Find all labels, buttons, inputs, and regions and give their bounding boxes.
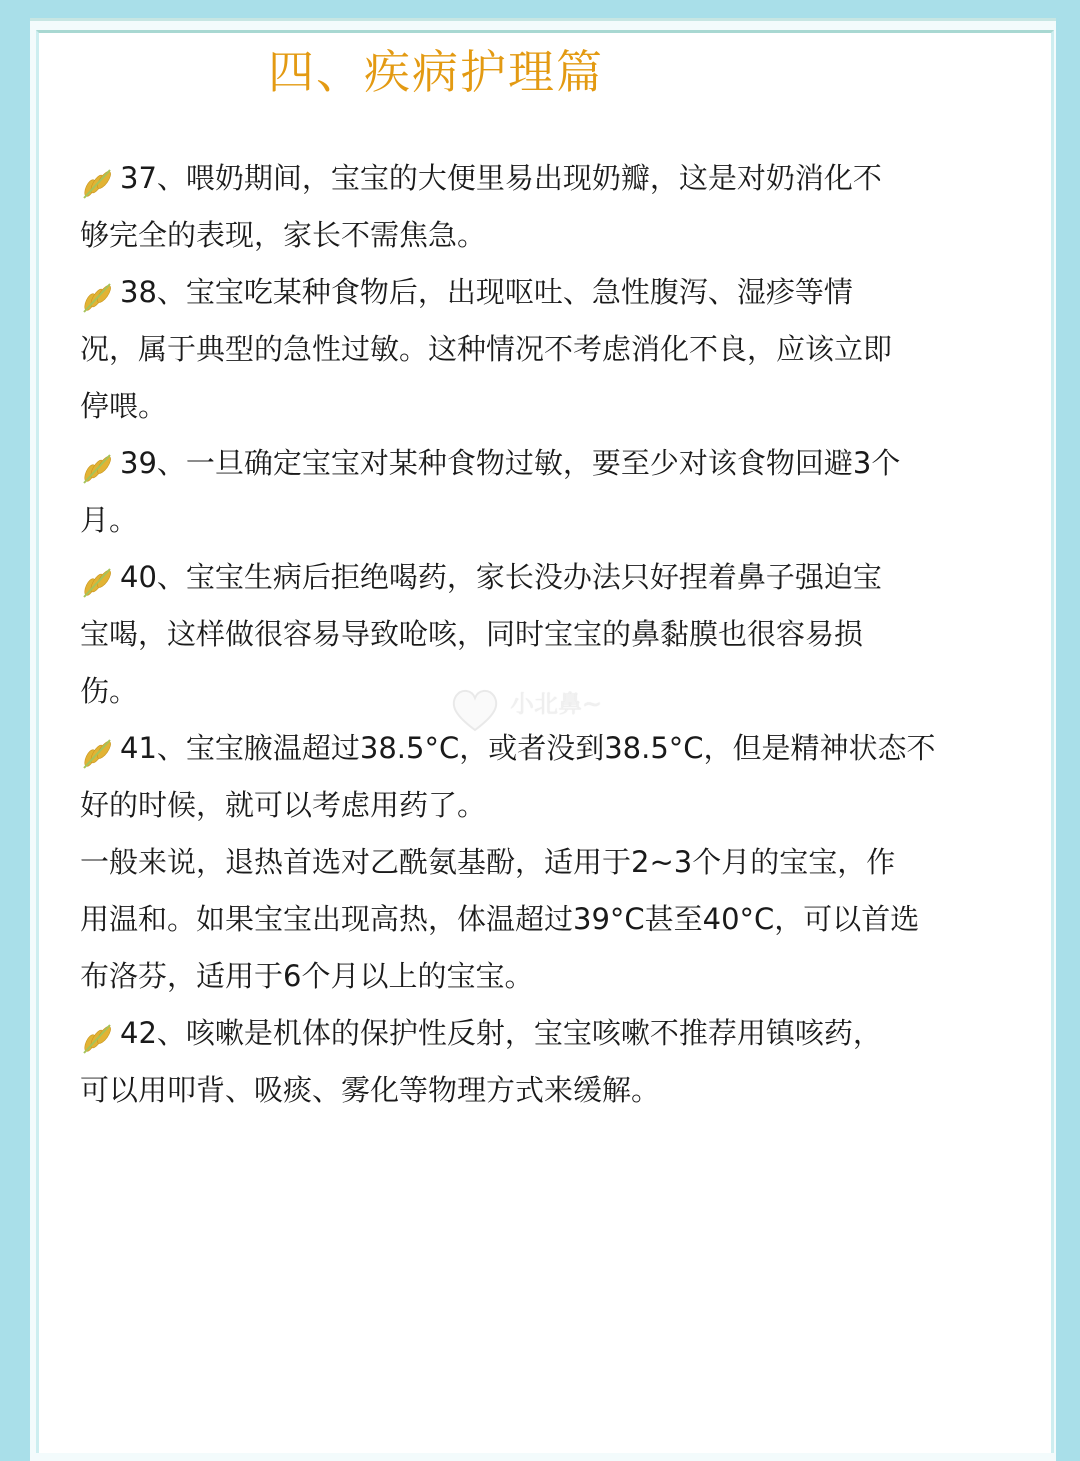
wheat-icon xyxy=(80,276,116,310)
tip-item-first-line xyxy=(80,150,1020,207)
tip-item-line xyxy=(80,777,1020,834)
tip-text: 37、喂奶期间，宝宝的大便里易出现奶瓣，这是对奶消化不 xyxy=(120,161,882,195)
page-title: 四、疾病护理篇 xyxy=(268,45,604,99)
tip-item-line xyxy=(80,321,1020,378)
wheat-icon xyxy=(80,732,116,766)
tip-text: 42、咳嗽是机体的保护性反射，宝宝咳嗽不推荐用镇咳药， xyxy=(120,1016,882,1050)
tip-note-line: 用温和。如果宝宝出现高热，体温超过39°C甚至40°C，可以首选 xyxy=(80,902,920,936)
tip-item-line xyxy=(80,378,1020,435)
tip-item-first-line xyxy=(80,549,1020,606)
tip-text: 38、宝宝吃某种食物后，出现呕吐、急性腹泻、湿疹等情 xyxy=(120,275,853,309)
tip-text: 停喂。 xyxy=(80,389,168,423)
wheat-icon xyxy=(80,1017,116,1051)
tip-item-line xyxy=(80,207,1020,264)
tip-item-first-line xyxy=(80,264,1020,321)
tip-item-first-line xyxy=(80,435,1020,492)
tip-item-line xyxy=(80,663,1020,720)
tip-text: 宝喝，这样做很容易导致呛咳，同时宝宝的鼻黏膜也很容易损 xyxy=(80,617,864,651)
tip-item-line xyxy=(80,1062,1020,1119)
wheat-icon xyxy=(80,447,116,481)
tip-text: 好的时候，就可以考虑用药了。 xyxy=(80,788,487,822)
tip-text: 伤。 xyxy=(80,674,139,708)
tip-note-line: 一般来说，退热首选对乙酰氨基酚，适用于2~3个月的宝宝，作 xyxy=(80,845,896,879)
wheat-icon xyxy=(80,162,116,196)
tip-text: 月。 xyxy=(80,503,139,537)
tip-item-line xyxy=(80,492,1020,549)
tip-text: 况，属于典型的急性过敏。这种情况不考虑消化不良，应该立即 xyxy=(80,332,893,366)
tip-text: 39、一旦确定宝宝对某种食物过敏，要至少对该食物回避3个 xyxy=(120,446,901,480)
tip-item-line xyxy=(80,606,1020,663)
tips-list xyxy=(80,150,1020,1119)
watermark-text: 小北鼻~ xyxy=(510,690,603,718)
tip-text: 可以用叩背、吸痰、雾化等物理方式来缓解。 xyxy=(80,1073,661,1107)
tip-text: 41、宝宝腋温超过38.5°C，或者没到38.5°C，但是精神状态不 xyxy=(120,731,936,765)
tip-text: 够完全的表现，家长不需焦急。 xyxy=(80,218,487,252)
tip-text: 40、宝宝生病后拒绝喝药，家长没办法只好捏着鼻子强迫宝 xyxy=(120,560,882,594)
tip-note-line: 布洛芬，适用于6个月以上的宝宝。 xyxy=(80,959,534,993)
wheat-icon xyxy=(80,561,116,595)
tip-item-first-line xyxy=(80,1005,1020,1062)
tip-item-first-line xyxy=(80,720,1020,777)
